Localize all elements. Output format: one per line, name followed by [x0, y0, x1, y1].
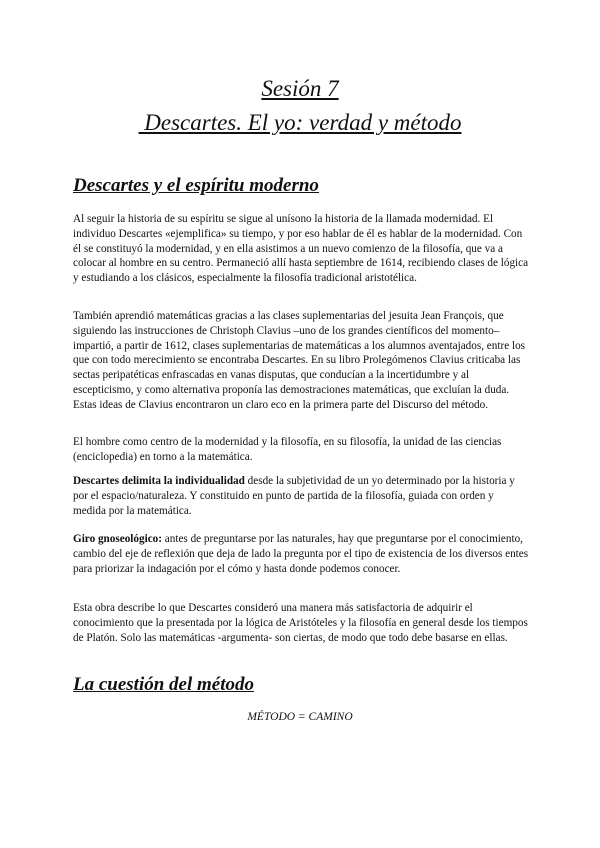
paragraph-text: El hombre como centro de la modernidad y la filosofía, en su filosofía, la unidad de las ciencias (enciclopedia) en torno a la matemática.	[73, 436, 502, 463]
paragraph-individuality	[73, 474, 529, 518]
paragraph-gnoseological-turn	[73, 532, 529, 576]
paragraph-text: desde la subjetividad de un yo determinado por la historia y por el espacio/naturaleza. Y constituido en punto de partida de la filosofía, guiada con orden y medida por la matemática.	[73, 475, 515, 517]
paragraph-text: Esta obra describe lo que Descartes consideró una manera más satisfactoria de adquirir el conocimiento que la presentada por la lógica de Aristóteles y la filosofía en general desde los tiempos de Platón. Solo las matemáticas -argumenta- son ciertas, de modo que todo debe basarse en ellas.	[73, 602, 528, 644]
paragraph-text: Al seguir la historia de su espíritu se sigue al unísono la historia de la llamada modernidad. El individuo Descartes «ejemplifica» su tiempo, y por eso hablar de él es hablar de la modernidad. Con él se constituyó la modernidad, y en ella asistimos a un nuevo comienzo de la filosofía, que va a colocar al hombre en su centro. Permaneció allí hasta septiembre de 1614, recibiendo clases de lógica y estudiando a los clásicos, especialmente la filosofía tradicional aristotélica.	[73, 213, 529, 285]
bold-lead: Descartes delimita la individualidad	[73, 475, 245, 487]
paragraph-modernity	[73, 212, 529, 286]
main-title: Descartes. El yo: verdad y método	[138, 110, 462, 135]
method-formula: MÉTODO = CAMINO	[247, 711, 353, 723]
paragraph-text: También aprendió matemáticas gracias a las clases suplementarias del jesuita Jean François, que siguiendo las instrucciones de Christoph Clavius –uno de los grandes científicos del momento– impartió, a partir de 1612, clases suplementarias de matemáticas a los alumnos aventajados, entre los que con todo merecimiento se encontraba Descartes. En su libro Prolegómenos Clavius criticaba las sectas peripatéticas enfrascadas en vanas disputas, que conducían a la incertidumbre y al escepticismo, y como alternativa proponía las demostraciones matemáticas, que excluían la duda. Estas ideas de Clavius encontraron un claro eco en la primera parte del Discurso del método.	[73, 310, 526, 411]
section-heading-method: La cuestión del método	[73, 674, 255, 695]
paragraph-text: antes de preguntarse por las naturales, hay que preguntarse por el conocimiento, cambio del eje de reflexión que deja de lado la pregunta por el tipo de existencia de los diversos entes para priorizar la indagación por el cómo y hasta donde podemos conocer.	[73, 533, 529, 575]
bold-lead: Giro gnoseológico:	[73, 533, 162, 545]
session-title: Sesión 7	[261, 76, 339, 101]
paragraph-man-center	[73, 435, 529, 465]
paragraph-mathematics	[73, 309, 529, 413]
paragraph-work-description	[73, 601, 529, 645]
section-heading-modern-spirit: Descartes y el espíritu moderno	[73, 175, 319, 196]
